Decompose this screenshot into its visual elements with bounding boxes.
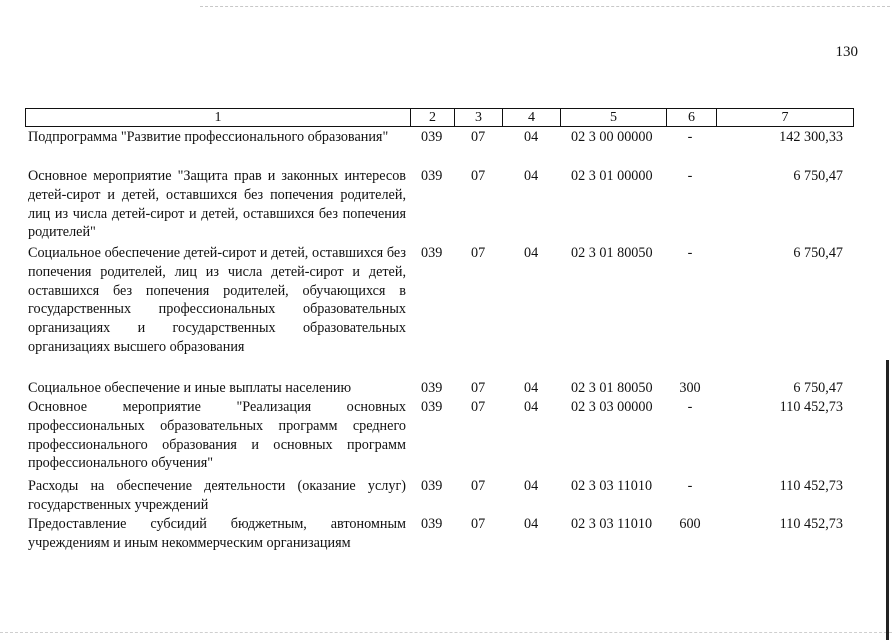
row-section: 07 — [471, 478, 486, 494]
row-description: Социальное обеспечение детей-сирот и детей, оставшихся без попечения родителей, лиц из числа детей-сирот и детей, оставшихся без попечения родителей, обучающихся в государственных профессиональных образовательных организациях и государственных образовательных организациях высшего образования — [28, 245, 406, 355]
row-admin-code: 039 — [421, 478, 443, 494]
row-description: Предоставление субсидий бюджетным, автономным учреждениям и иным некоммерческим организациям — [28, 516, 406, 551]
row-subsection: 04 — [524, 168, 539, 184]
row-amount: 110 452,73 — [779, 399, 843, 415]
row-subsection: 04 — [524, 129, 539, 145]
row-subsection: 04 — [524, 516, 539, 532]
row-subsection: 04 — [524, 478, 539, 494]
row-section: 07 — [471, 129, 486, 145]
page-number: 130 — [835, 44, 858, 60]
row-amount: 142 300,33 — [779, 129, 843, 145]
row-target-article: 02 3 03 11010 — [571, 516, 653, 532]
row-subsection: 04 — [524, 399, 539, 415]
row-amount: 6 750,47 — [793, 245, 843, 261]
row-section: 07 — [471, 245, 486, 261]
column-number-7: 7 — [717, 109, 854, 127]
row-amount: 6 750,47 — [793, 168, 843, 184]
column-number-3: 3 — [455, 109, 503, 127]
row-target-article: 02 3 03 00000 — [571, 399, 653, 415]
row-target-article: 02 3 01 80050 — [571, 380, 653, 396]
row-description: Основное мероприятие "Защита прав и законных интересов детей-сирот и детей, оставшихся без попечения родителей, лиц из числа детей-сирот и детей, оставшихся без попечения родителей" — [28, 168, 406, 241]
row-admin-code: 039 — [421, 380, 443, 396]
row-section: 07 — [471, 516, 486, 532]
column-number-6: 6 — [667, 109, 717, 127]
row-section: 07 — [471, 399, 486, 415]
scan-edge-right — [886, 360, 889, 640]
scan-edge-top — [200, 6, 890, 7]
row-target-article: 02 3 01 00000 — [571, 168, 653, 184]
row-subsection: 04 — [524, 245, 539, 261]
row-expense-type: 300 — [679, 380, 701, 396]
row-expense-type: - — [687, 168, 693, 184]
row-description: Подпрограмма "Развитие профессионального образования" — [28, 129, 389, 145]
row-admin-code: 039 — [421, 399, 443, 415]
row-subsection: 04 — [524, 380, 539, 396]
column-number-5: 5 — [561, 109, 667, 127]
row-expense-type: 600 — [679, 516, 701, 532]
row-admin-code: 039 — [421, 129, 443, 145]
row-target-article: 02 3 00 00000 — [571, 129, 653, 145]
row-target-article: 02 3 01 80050 — [571, 245, 653, 261]
column-number-header — [25, 108, 854, 127]
column-number-1: 1 — [26, 109, 411, 127]
scan-edge-bottom — [0, 632, 892, 633]
row-section: 07 — [471, 168, 486, 184]
row-section: 07 — [471, 380, 486, 396]
row-amount: 110 452,73 — [779, 478, 843, 494]
row-expense-type: - — [687, 399, 693, 415]
row-description: Основное мероприятие "Реализация основных профессиональных образовательных программ среднего профессионального образования и основных программ профессионального обучения" — [28, 399, 406, 472]
row-amount: 110 452,73 — [779, 516, 843, 532]
row-target-article: 02 3 03 11010 — [571, 478, 653, 494]
row-expense-type: - — [687, 245, 693, 261]
row-admin-code: 039 — [421, 168, 443, 184]
row-expense-type: - — [687, 129, 693, 145]
row-description: Расходы на обеспечение деятельности (оказание услуг) государственных учреждений — [28, 478, 406, 513]
column-number-4: 4 — [503, 109, 561, 127]
column-number-2: 2 — [411, 109, 455, 127]
row-description: Социальное обеспечение и иные выплаты населению — [28, 380, 352, 396]
row-admin-code: 039 — [421, 245, 443, 261]
row-amount: 6 750,47 — [793, 380, 843, 396]
row-expense-type: - — [687, 478, 693, 494]
row-admin-code: 039 — [421, 516, 443, 532]
